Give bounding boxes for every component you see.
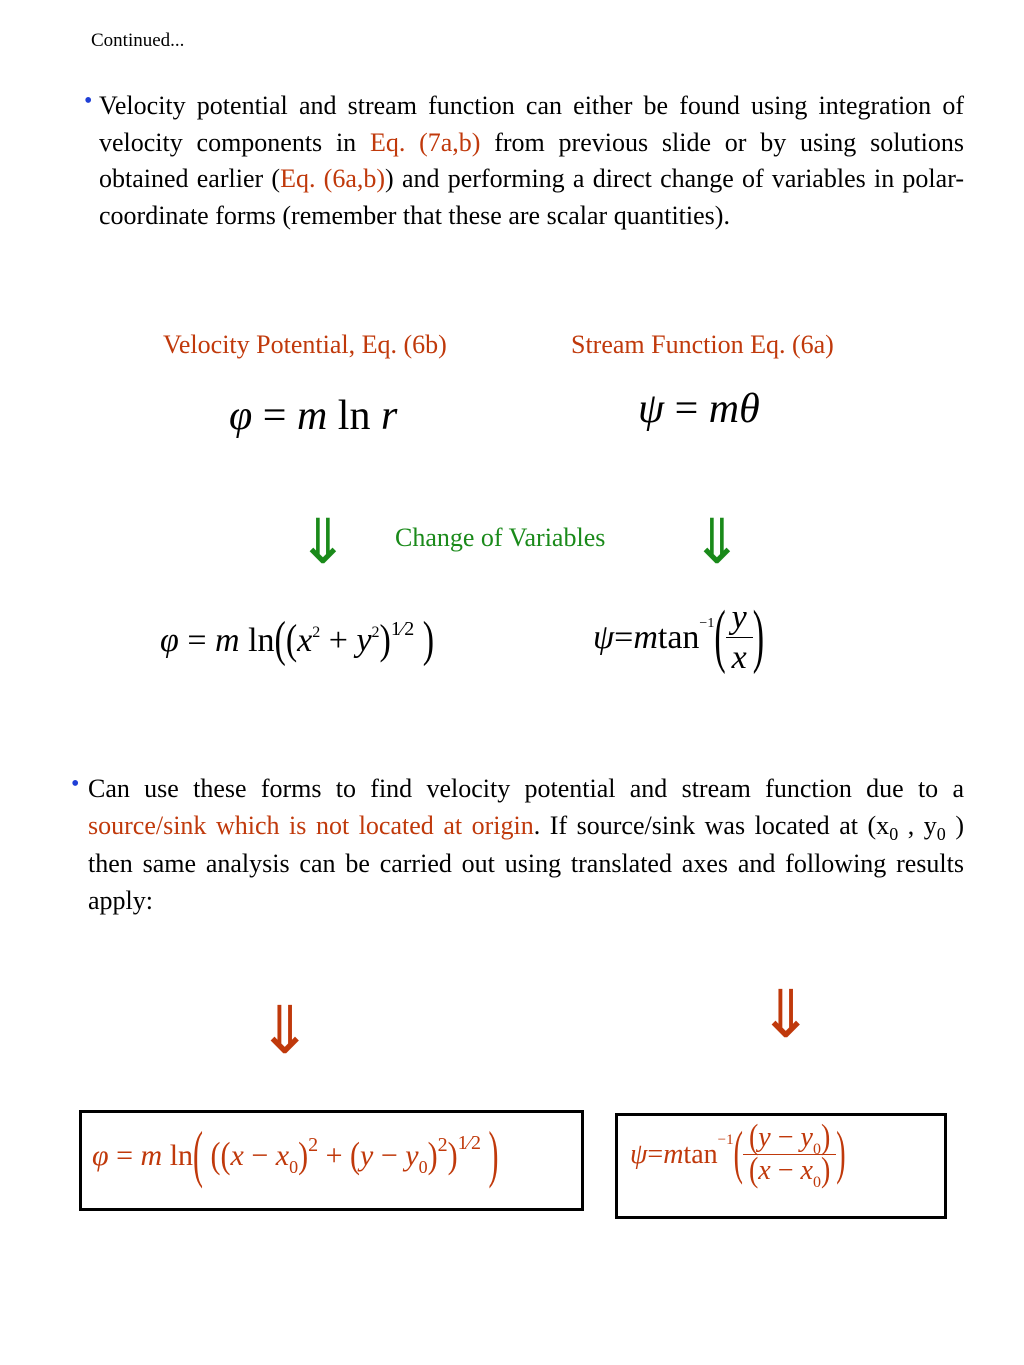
shifted-fraction — [743, 1117, 836, 1192]
equals-sign: = — [647, 1138, 664, 1170]
paren-close: ) — [422, 613, 435, 668]
eq-6ab-ref: Eq. (6a,b) — [280, 164, 386, 193]
paren-open: ( — [274, 613, 286, 668]
equals-sign: = — [178, 622, 215, 659]
paren-close: ) — [836, 1121, 846, 1187]
para2-text-4: ) then same analysis can be carried out using translated axes and following results apply: — [88, 810, 964, 915]
half-den: 2 — [404, 618, 415, 640]
intro-text-3: ) and performing a direct change of variables in polar-coordinate forms (remember that these are scalar quantities). — [99, 164, 964, 230]
inverse-exponent: −1 — [699, 615, 715, 631]
minus-sign: − — [373, 1139, 406, 1172]
eq-7ab-ref: Eq. (7a,b) — [369, 127, 481, 157]
phi-symbol: φ — [229, 393, 253, 439]
intro-text-2: from previous slide or by using solutions obtained earlier ( — [99, 127, 964, 193]
phi-cartesian-equation — [160, 613, 435, 668]
ln-symbol: ln — [162, 1139, 194, 1172]
equals-sign: = — [252, 393, 297, 439]
paren-open: ( — [220, 1134, 231, 1176]
y0-symbol: y — [800, 1122, 813, 1153]
m-symbol: m — [140, 1139, 163, 1172]
equals-sign: = — [664, 386, 709, 432]
exponent: 2 — [312, 624, 321, 641]
tan-symbol: tan — [683, 1138, 718, 1170]
exponent: 2 — [308, 1134, 319, 1156]
intro-text-1: Velocity potential and stream function can either be found using integration of velocity components in — [99, 91, 964, 157]
psi-cartesian-equation — [593, 598, 764, 677]
paren-open: ( — [714, 597, 726, 676]
para2-text-1: Can use these forms to find velocity potential and stream function due to a — [88, 774, 964, 803]
exponent: 2 — [437, 1134, 448, 1156]
x-symbol: x — [758, 1155, 771, 1187]
m-symbol: m — [215, 622, 240, 659]
psi-symbol: ψ — [630, 1138, 648, 1170]
exponent: 2 — [371, 624, 380, 641]
subscript-zero: 0 — [289, 1157, 299, 1177]
m-symbol: m — [663, 1138, 684, 1170]
paren-open: ( — [733, 1121, 743, 1187]
y-symbol: y — [758, 1122, 771, 1153]
subscript-zero: 0 — [812, 1174, 821, 1192]
minus-sign: − — [770, 1155, 801, 1187]
numerator: y — [726, 598, 753, 638]
denominator: x — [731, 639, 747, 677]
intro-paragraph — [99, 88, 964, 234]
psi-symbol: ψ — [593, 618, 615, 656]
x0-symbol: x — [275, 1139, 290, 1172]
paren-close: ) — [447, 1134, 458, 1176]
down-arrow-icon-red-right: ⇓ — [758, 976, 814, 1053]
plus-sign: + — [320, 622, 357, 659]
paren-open: ( — [210, 1134, 221, 1176]
paren-close: ) — [752, 597, 765, 676]
psi-shifted-equation — [630, 1117, 846, 1192]
phi-polar-equation — [229, 392, 397, 440]
half-exponent: 1⁄2 — [390, 618, 415, 640]
m-symbol: m — [708, 386, 740, 432]
half-num: 1 — [457, 1132, 468, 1154]
half-num: 1 — [390, 618, 401, 640]
down-arrow-icon-red-left: ⇓ — [257, 992, 313, 1069]
m-symbol: m — [296, 393, 328, 439]
para2-text-2: . If source/sink was located at (x — [533, 810, 890, 840]
translated-axes-paragraph — [88, 771, 964, 919]
change-of-variables-label: Change of Variables — [395, 523, 606, 552]
x-symbol: x — [230, 1139, 244, 1172]
paren-close: ) — [379, 617, 391, 664]
source-sink-highlight: source/sink which is not located at origin — [88, 810, 534, 840]
phi-shifted-equation-box — [79, 1110, 584, 1211]
m-symbol: m — [633, 618, 658, 656]
psi-symbol: ψ — [638, 386, 665, 432]
x0-symbol: x — [800, 1155, 813, 1187]
para2-text-3: , y — [898, 810, 937, 840]
minus-sign: − — [770, 1122, 801, 1153]
stream-function-label: Stream Function Eq. (6a) — [571, 330, 834, 359]
psi-polar-equation — [638, 385, 760, 433]
paren-open: ( — [748, 1117, 759, 1157]
down-arrow-icon-left: ⇓ — [297, 505, 349, 578]
paren-open: ( — [350, 1134, 361, 1176]
y-symbol: y — [360, 1139, 374, 1172]
equals-sign: = — [108, 1139, 141, 1172]
ln-symbol: ln — [239, 622, 275, 659]
continued-label: Continued... — [91, 30, 185, 51]
y0-symbol: y — [405, 1139, 419, 1172]
y-over-x-fraction — [726, 598, 753, 677]
phi-symbol: φ — [92, 1139, 109, 1172]
paren-close: ) — [298, 1134, 309, 1176]
paren-close: ) — [820, 1151, 831, 1190]
phi-shifted-equation — [92, 1120, 499, 1190]
tan-symbol: tan — [657, 618, 700, 656]
inverse-exponent: −1 — [717, 1132, 734, 1149]
theta-symbol: θ — [739, 386, 760, 432]
subscript-zero: 0 — [418, 1157, 428, 1177]
y-symbol: y — [356, 622, 372, 659]
paren-open: ( — [285, 617, 298, 664]
bullet-icon: • — [84, 88, 93, 114]
y0-subscript: 0 — [936, 823, 946, 844]
paren-open: ( — [193, 1120, 204, 1190]
down-arrow-icon-right: ⇓ — [691, 505, 743, 578]
r-symbol: r — [380, 393, 398, 439]
bullet-icon: • — [71, 771, 80, 797]
subscript-zero: 0 — [812, 1141, 821, 1158]
x-symbol: x — [297, 622, 313, 659]
paren-open: ( — [748, 1151, 759, 1190]
psi-shifted-equation-box — [615, 1113, 947, 1219]
plus-sign: + — [318, 1139, 351, 1172]
denominator — [743, 1151, 836, 1192]
minus-sign: − — [243, 1139, 276, 1172]
half-exponent: 1⁄2 — [457, 1132, 481, 1154]
x0-subscript: 0 — [889, 823, 899, 844]
paren-close: ) — [427, 1134, 438, 1176]
paren-close: ) — [820, 1117, 831, 1157]
paren-close: ) — [488, 1120, 499, 1190]
equals-sign: = — [614, 618, 634, 656]
velocity-potential-label: Velocity Potential, Eq. (6b) — [163, 330, 447, 359]
ln-symbol: ln — [327, 393, 381, 439]
half-den: 2 — [470, 1132, 481, 1154]
phi-symbol: φ — [160, 622, 179, 659]
